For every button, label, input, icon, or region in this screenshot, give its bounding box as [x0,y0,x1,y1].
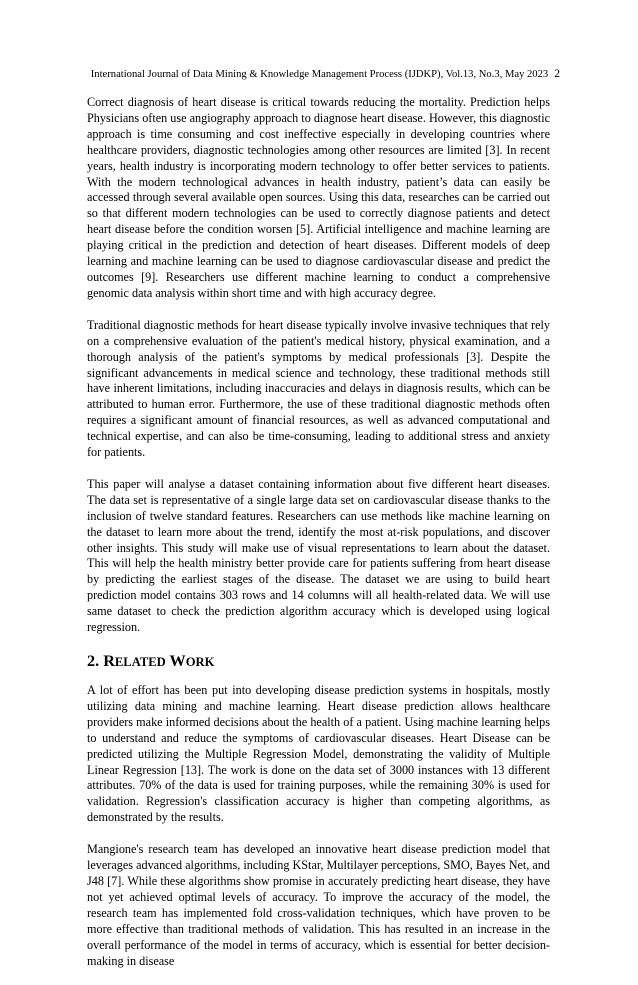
paragraph-intro-3: This paper will analyse a dataset containing information about five different heart diseases. The data set is representative of a single large data set on cardiovascular disease thanks to the inclusion of twelve standard features. Researchers can use methods like machine learning on the dataset to learn more about the trend, identify the most at-risk populations, and discover other insights. This study will make use of visual representations to learn about the dataset. This will help the health ministry better provide care for patients suffering from heart disease by predicting the earliest stages of the disease. The dataset we are using to build heart prediction model contains 303 rows and 14 columns will all health-related data. We will use same dataset to check the prediction algorithm accuracy which is developed using logical regression. [87,476,550,635]
paragraph-intro-2: Traditional diagnostic methods for heart disease typically involve invasive techniques that rely on a comprehensive evaluation of the patient's medical history, physical examination, and a thorough analysis of the patient's symptoms by medical professionals [3]. Despite the significant advancements in medical science and technology, these traditional methods still have inherent limitations, including inaccuracies and delays in diagnosis results, which can be attributed to human error. Furthermore, the use of these traditional diagnostic methods often requires a significant amount of financial resources, as well as advanced computational and technical expertise, and can also be time-consuming, leading to additional stress and anxiety for patients. [87,317,550,460]
paragraph-intro-1: Correct diagnosis of heart disease is critical towards reducing the mortality. Prediction helps Physicians often use angiography approach to diagnose heart disease. However, this diagnostic approach is time consuming and cost ineffective especially in developing countries where healthcare providers, diagnostic technologies among other resources are limited [3]. In recent years, health industry is incorporating modern technology to offer better services to patients. With the modern technological advances in health industry, patient’s data can easily be accessed through several available open sources. Using this data, researches can be carried out so that different modern technologies can be used to correctly diagnose patients and detect heart disease before the condition worsen [5]. Artificial intelligence and machine learning are playing critical in the prediction and detection of heart diseases. Different models of deep learning and machine learning can be used to diagnose cardiovascular disease and predict the outcomes [9]. Researchers use different machine learning to conduct a comprehensive genomic data analysis within short time and with high accuracy degree. [87,95,550,300]
section-title-ork: ORK [185,655,215,669]
section-title-w: W [169,652,186,670]
page-number: 2 [554,67,560,80]
body-text [87,95,550,985]
section-title-elated: ELATED [114,655,166,669]
running-header [88,67,560,81]
paragraph-related-2: Mangione's research team has developed an innovative heart disease prediction model that leverages advanced algorithms, including KStar, Multilayer perceptions, SMO, Bayes Net, and J48 [7]. While these algorithms show promise in accurately predicting heart disease, they have not yet achieved optimal levels of accuracy. To improve the accuracy of the model, the research team has implemented fold cross-validation techniques, which have proven to be more effective than traditional methods of validation. This has resulted in an increase in the overall performance of the model in terms of accuracy, which is essential for better decision-making in disease [87,842,550,968]
section-number: 2. [87,652,100,670]
section-title-r: R [103,652,115,670]
journal-citation: International Journal of Data Mining & Knowledge Management Process (IJDKP), Vol.13, No.3, May 2023 [90,69,549,80]
paragraph-related-1: A lot of effort has been put into developing disease prediction systems in hospitals, mostly utilizing data mining and machine learning. Heart disease prediction allows healthcare providers make informed decisions about the health of a patient. Using machine learning helps to understand and reduce the symptoms of cardiovascular diseases. Heart Disease can be predicted utilizing the Multiple Regression Model, demonstrating the validity of Multiple Linear Regression [13]. The work is done on the data set of 3000 instances with 13 different attributes. 70% of the data is used for training purposes, while the remaining 30% is used for validation. Regression's classification accuracy is higher than competing algorithms, as demonstrated by the results. [87,683,550,825]
section-heading-related-work [87,652,550,672]
